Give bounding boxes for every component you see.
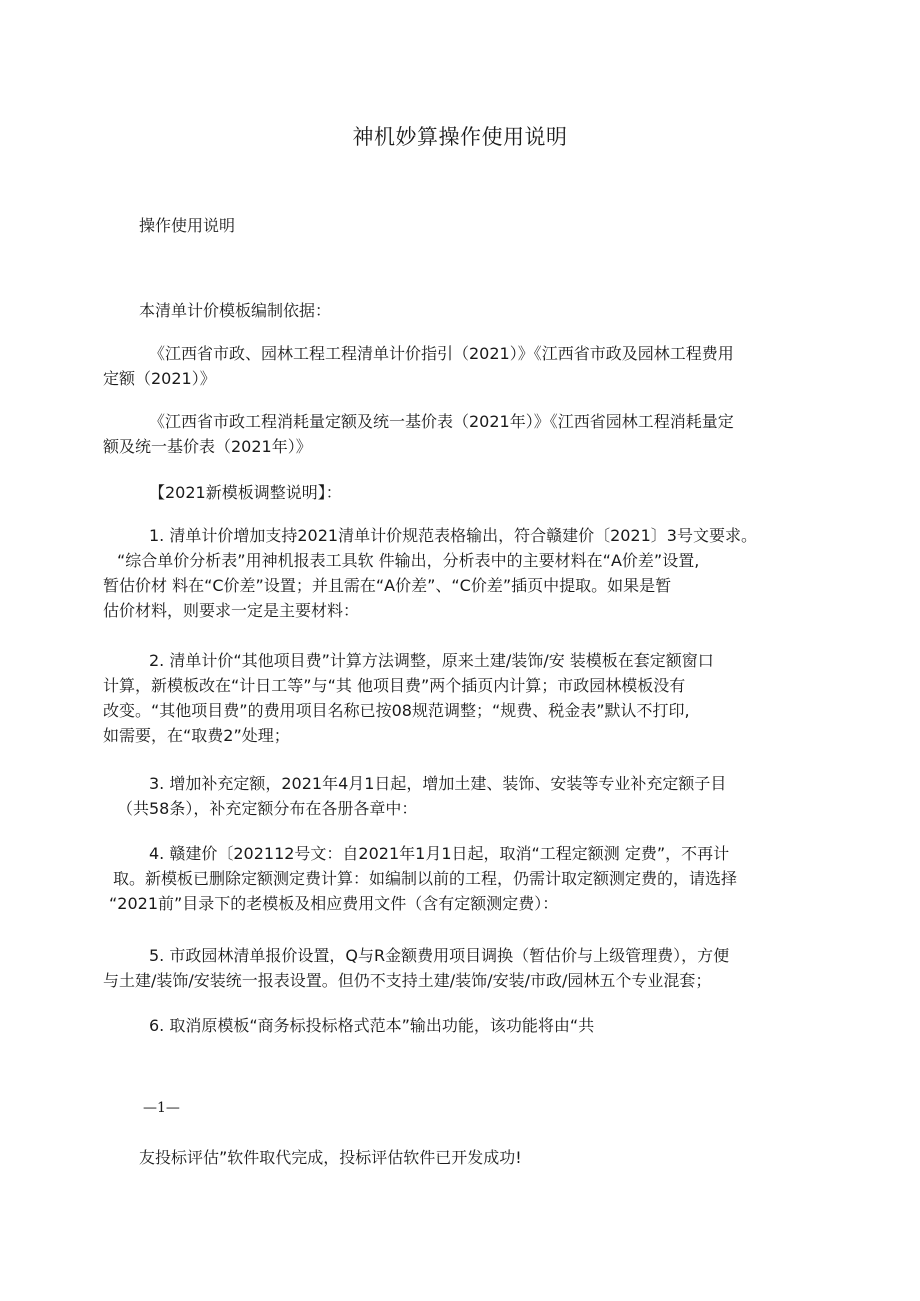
document-title: 神机妙算操作使用说明 xyxy=(352,125,568,149)
item-4 xyxy=(103,841,803,916)
section-subtitle: 操作使用说明 xyxy=(139,216,236,235)
item2-line3: 改变。“其他项目费”的费用项目名称已按08规范调整；“规费、税金表”默认不打印, xyxy=(103,701,690,720)
item-5 xyxy=(103,943,803,993)
continuation-text: 友投标评估”软件取代完成，投标评估软件已开发成功! xyxy=(139,1148,522,1167)
basis2-line1: 《江西省市政工程消耗量定额及统一基价表（2021年）》《江西省园林工程消耗量定 xyxy=(149,412,734,431)
item3-line2: （共58条），补充定额分布在各册各章中： xyxy=(117,799,418,818)
item-6 xyxy=(103,1013,803,1038)
item1-line3: 暂估价材 料在“C价差”设置；并且需在“A价差”、“C价差”插页中提取。如果是暂 xyxy=(103,576,672,595)
page-number: —1— xyxy=(143,1100,180,1116)
adjustment-heading xyxy=(103,480,803,505)
basis-heading xyxy=(103,298,803,323)
item-3 xyxy=(103,771,803,821)
basis-paragraph-2 xyxy=(103,409,803,459)
item2-line2: 计算，新模板改在“计日工等”与“其 他项目费”两个插页内计算；市政园林模板没有 xyxy=(103,676,686,695)
basis-heading-text: 本清单计价模板编制依据： xyxy=(139,301,332,320)
item6-line1: 6. 取消原模板“商务标投标格式范本”输出功能，该功能将由“共 xyxy=(149,1016,595,1035)
item1-line4: 估价材料，则要求一定是主要材料： xyxy=(103,601,360,620)
basis2-line2: 额及统一基价表（2021年）》 xyxy=(103,437,312,456)
item-1 xyxy=(103,523,803,623)
item5-line2: 与土建/装饰/安装统一报表设置。但仍不支持土建/装饰/安装/市政/园林五个专业混套； xyxy=(103,971,712,990)
adjustment-heading-text: 【2021新模板调整说明】： xyxy=(149,483,342,502)
item4-line3: “2021前”目录下的老模板及相应费用文件（含有定额测定费）： xyxy=(109,894,559,913)
item5-line1: 5. 市政园林清单报价设置，Q与R金额费用项目调换（暂估价与上级管理费），方便 xyxy=(149,946,730,965)
item4-line1: 4. 赣建价〔202112号文：自2021年1月1日起，取消“工程定额测 定费”，不再计 xyxy=(149,844,730,863)
item1-line2: “综合单价分析表”用神机报表工具软 件输出，分析表中的主要材料在“A价差”设置, xyxy=(117,551,700,570)
item4-line2: 取。新模板已删除定额测定费计算：如编制以前的工程，仍需计取定额测定费的，请选择 xyxy=(113,869,738,888)
item2-line4: 如需要，在“取费2”处理； xyxy=(103,726,290,745)
item3-line1: 3. 增加补充定额，2021年4月1日起，增加土建、装饰、安装等专业补充定额子目 xyxy=(149,774,727,793)
item1-line1: 1. 清单计价增加支持2021清单计价规范表格输出，符合赣建价〔2021〕3号文要求。 xyxy=(149,526,757,545)
item2-line1: 2. 清单计价“其他项目费”计算方法调整，原来土建/装饰/安 装模板在套定额窗口 xyxy=(149,651,714,670)
basis-paragraph-1 xyxy=(103,341,803,391)
basis1-line2: 定额（2021）》 xyxy=(103,369,216,388)
basis1-line1: 《江西省市政、园林工程工程清单计价指引（2021）》《江西省市政及园林工程费用 xyxy=(149,344,734,363)
item-2 xyxy=(103,648,803,748)
